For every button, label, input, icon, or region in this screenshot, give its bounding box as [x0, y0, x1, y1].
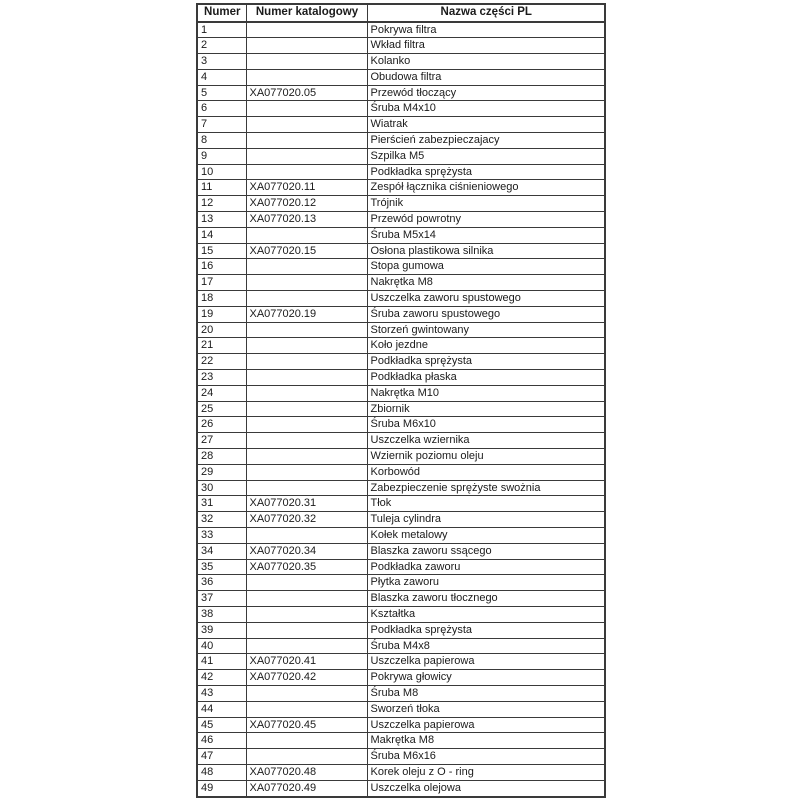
table-row: [197, 338, 605, 354]
cell-numer-katalogowy: [246, 701, 367, 717]
cell-nazwa-czesci: Śruba M4x8: [367, 638, 605, 654]
table-row: [197, 227, 605, 243]
cell-numer-katalogowy: [246, 322, 367, 338]
cell-numer-katalogowy: [246, 575, 367, 591]
cell-nazwa-czesci: Śruba M6x16: [367, 749, 605, 765]
cell-numer: 8: [197, 133, 246, 149]
table-row: [197, 148, 605, 164]
table-row: [197, 749, 605, 765]
cell-nazwa-czesci: Trójnik: [367, 196, 605, 212]
cell-numer: 43: [197, 685, 246, 701]
cell-nazwa-czesci: Uszczelka papierowa: [367, 717, 605, 733]
cell-numer-katalogowy: [246, 275, 367, 291]
cell-numer-katalogowy: XA077020.31: [246, 496, 367, 512]
cell-nazwa-czesci: Zabezpieczenie sprężyste swożnia: [367, 480, 605, 496]
cell-numer-katalogowy: [246, 354, 367, 370]
cell-nazwa-czesci: Podkładka sprężysta: [367, 164, 605, 180]
table-row: [197, 670, 605, 686]
table-row: [197, 180, 605, 196]
table-row: [197, 133, 605, 149]
cell-numer-katalogowy: [246, 749, 367, 765]
cell-numer-katalogowy: [246, 164, 367, 180]
cell-numer-katalogowy: [246, 685, 367, 701]
cell-numer-katalogowy: XA077020.13: [246, 212, 367, 228]
table-row: [197, 496, 605, 512]
table-row: [197, 101, 605, 117]
parts-table: [196, 3, 606, 798]
table-row: [197, 22, 605, 38]
table-row: [197, 306, 605, 322]
cell-numer-katalogowy: [246, 133, 367, 149]
cell-numer-katalogowy: [246, 449, 367, 465]
table-row: [197, 480, 605, 496]
table-row: [197, 212, 605, 228]
cell-numer: 25: [197, 401, 246, 417]
column-header-nazwa-czesci-pl: Nazwa części PL: [367, 4, 605, 22]
cell-numer: 48: [197, 764, 246, 780]
cell-numer: 6: [197, 101, 246, 117]
cell-numer-katalogowy: [246, 38, 367, 54]
cell-nazwa-czesci: Podkładka sprężysta: [367, 354, 605, 370]
cell-nazwa-czesci: Osłona plastikowa silnika: [367, 243, 605, 259]
table-row: [197, 528, 605, 544]
table-row: [197, 622, 605, 638]
table-row: [197, 54, 605, 70]
cell-numer: 28: [197, 449, 246, 465]
cell-numer: 34: [197, 543, 246, 559]
table-row: [197, 449, 605, 465]
cell-nazwa-czesci: Podkładka płaska: [367, 370, 605, 386]
cell-nazwa-czesci: Zespół łącznika ciśnieniowego: [367, 180, 605, 196]
table-row: [197, 117, 605, 133]
cell-numer: 37: [197, 591, 246, 607]
cell-nazwa-czesci: Zbiornik: [367, 401, 605, 417]
table-row: [197, 591, 605, 607]
cell-numer-katalogowy: [246, 338, 367, 354]
cell-numer-katalogowy: XA077020.19: [246, 306, 367, 322]
cell-numer-katalogowy: XA077020.15: [246, 243, 367, 259]
cell-numer: 19: [197, 306, 246, 322]
table-row: [197, 733, 605, 749]
cell-numer-katalogowy: [246, 591, 367, 607]
table-row: [197, 275, 605, 291]
cell-nazwa-czesci: Pokrywa głowicy: [367, 670, 605, 686]
table-row: [197, 685, 605, 701]
cell-numer: 23: [197, 370, 246, 386]
cell-nazwa-czesci: Śruba M5x14: [367, 227, 605, 243]
cell-nazwa-czesci: Koło jezdne: [367, 338, 605, 354]
cell-numer: 45: [197, 717, 246, 733]
cell-numer: 36: [197, 575, 246, 591]
table-row: [197, 575, 605, 591]
cell-numer: 3: [197, 54, 246, 70]
cell-numer-katalogowy: [246, 606, 367, 622]
cell-nazwa-czesci: Sworzeń tłoka: [367, 701, 605, 717]
cell-numer: 44: [197, 701, 246, 717]
cell-numer-katalogowy: [246, 117, 367, 133]
cell-numer-katalogowy: XA077020.41: [246, 654, 367, 670]
cell-nazwa-czesci: Blaszka zaworu ssącego: [367, 543, 605, 559]
cell-numer-katalogowy: [246, 291, 367, 307]
cell-numer-katalogowy: XA077020.48: [246, 764, 367, 780]
cell-numer-katalogowy: XA077020.05: [246, 85, 367, 101]
cell-numer: 35: [197, 559, 246, 575]
cell-nazwa-czesci: Pokrywa filtra: [367, 22, 605, 38]
cell-nazwa-czesci: Podkładka sprężysta: [367, 622, 605, 638]
parts-table-container: [196, 3, 606, 798]
cell-numer-katalogowy: XA077020.35: [246, 559, 367, 575]
table-row: [197, 196, 605, 212]
table-row: [197, 543, 605, 559]
cell-numer-katalogowy: XA077020.42: [246, 670, 367, 686]
cell-numer-katalogowy: [246, 22, 367, 38]
cell-nazwa-czesci: Makrętka M8: [367, 733, 605, 749]
cell-numer-katalogowy: [246, 385, 367, 401]
cell-numer: 15: [197, 243, 246, 259]
table-row: [197, 291, 605, 307]
cell-numer-katalogowy: [246, 622, 367, 638]
table-row: [197, 717, 605, 733]
table-row: [197, 559, 605, 575]
cell-numer-katalogowy: [246, 259, 367, 275]
cell-numer: 29: [197, 464, 246, 480]
cell-nazwa-czesci: Blaszka zaworu tłocznego: [367, 591, 605, 607]
cell-nazwa-czesci: Wiatrak: [367, 117, 605, 133]
table-row: [197, 512, 605, 528]
cell-nazwa-czesci: Wkład filtra: [367, 38, 605, 54]
cell-nazwa-czesci: Kolanko: [367, 54, 605, 70]
cell-nazwa-czesci: Pierścień zabezpieczajacy: [367, 133, 605, 149]
cell-numer: 7: [197, 117, 246, 133]
cell-numer: 49: [197, 780, 246, 796]
cell-numer: 38: [197, 606, 246, 622]
cell-numer-katalogowy: [246, 638, 367, 654]
table-row: [197, 85, 605, 101]
cell-nazwa-czesci: Śruba M4x10: [367, 101, 605, 117]
cell-nazwa-czesci: Obudowa filtra: [367, 69, 605, 85]
table-row: [197, 38, 605, 54]
cell-nazwa-czesci: Korbowód: [367, 464, 605, 480]
cell-nazwa-czesci: Uszczelka zaworu spustowego: [367, 291, 605, 307]
column-header-numer: Numer: [197, 4, 246, 22]
cell-numer: 27: [197, 433, 246, 449]
table-row: [197, 69, 605, 85]
cell-numer-katalogowy: XA077020.34: [246, 543, 367, 559]
table-row: [197, 606, 605, 622]
cell-numer: 33: [197, 528, 246, 544]
cell-nazwa-czesci: Śruba M6x10: [367, 417, 605, 433]
cell-numer-katalogowy: XA077020.45: [246, 717, 367, 733]
cell-numer-katalogowy: [246, 528, 367, 544]
cell-nazwa-czesci: Uszczelka papierowa: [367, 654, 605, 670]
cell-nazwa-czesci: Stopa gumowa: [367, 259, 605, 275]
cell-numer-katalogowy: [246, 733, 367, 749]
cell-numer: 24: [197, 385, 246, 401]
cell-nazwa-czesci: Podkładka zaworu: [367, 559, 605, 575]
cell-nazwa-czesci: Nakrętka M10: [367, 385, 605, 401]
cell-nazwa-czesci: Korek oleju z O - ring: [367, 764, 605, 780]
table-row: [197, 354, 605, 370]
cell-nazwa-czesci: Płytka zaworu: [367, 575, 605, 591]
table-row: [197, 780, 605, 796]
table-row: [197, 259, 605, 275]
cell-numer-katalogowy: [246, 54, 367, 70]
cell-numer: 11: [197, 180, 246, 196]
cell-numer-katalogowy: [246, 370, 367, 386]
table-row: [197, 243, 605, 259]
table-row: [197, 370, 605, 386]
table-row: [197, 638, 605, 654]
cell-numer-katalogowy: XA077020.11: [246, 180, 367, 196]
cell-numer: 22: [197, 354, 246, 370]
table-row: [197, 764, 605, 780]
cell-nazwa-czesci: Uszczelka olejowa: [367, 780, 605, 796]
cell-nazwa-czesci: Śruba M8: [367, 685, 605, 701]
cell-nazwa-czesci: Przewód powrotny: [367, 212, 605, 228]
cell-numer: 2: [197, 38, 246, 54]
cell-nazwa-czesci: Kształtka: [367, 606, 605, 622]
cell-numer: 40: [197, 638, 246, 654]
cell-numer-katalogowy: XA077020.12: [246, 196, 367, 212]
cell-numer: 47: [197, 749, 246, 765]
cell-numer: 21: [197, 338, 246, 354]
table-row: [197, 385, 605, 401]
cell-numer: 10: [197, 164, 246, 180]
cell-numer: 16: [197, 259, 246, 275]
cell-numer-katalogowy: [246, 464, 367, 480]
cell-numer: 13: [197, 212, 246, 228]
table-row: [197, 433, 605, 449]
cell-numer-katalogowy: [246, 69, 367, 85]
cell-numer: 4: [197, 69, 246, 85]
cell-numer: 46: [197, 733, 246, 749]
cell-numer: 26: [197, 417, 246, 433]
cell-nazwa-czesci: Uszczelka wziernika: [367, 433, 605, 449]
cell-numer: 1: [197, 22, 246, 38]
cell-nazwa-czesci: Wziernik poziomu oleju: [367, 449, 605, 465]
cell-nazwa-czesci: Śruba zaworu spustowego: [367, 306, 605, 322]
cell-numer: 42: [197, 670, 246, 686]
cell-numer-katalogowy: XA077020.49: [246, 780, 367, 796]
header-row: [197, 4, 605, 22]
table-row: [197, 464, 605, 480]
cell-numer: 20: [197, 322, 246, 338]
cell-nazwa-czesci: Szpilka M5: [367, 148, 605, 164]
cell-numer-katalogowy: [246, 227, 367, 243]
cell-nazwa-czesci: Storzeń gwintowany: [367, 322, 605, 338]
cell-nazwa-czesci: Kołek metalowy: [367, 528, 605, 544]
cell-numer-katalogowy: [246, 417, 367, 433]
cell-numer-katalogowy: [246, 101, 367, 117]
cell-nazwa-czesci: Tuleja cylindra: [367, 512, 605, 528]
cell-numer: 32: [197, 512, 246, 528]
cell-numer-katalogowy: [246, 480, 367, 496]
cell-nazwa-czesci: Nakrętka M8: [367, 275, 605, 291]
cell-numer: 12: [197, 196, 246, 212]
column-header-numer-katalogowy: Numer katalogowy: [246, 4, 367, 22]
cell-numer: 41: [197, 654, 246, 670]
cell-numer: 30: [197, 480, 246, 496]
cell-numer: 18: [197, 291, 246, 307]
cell-numer: 31: [197, 496, 246, 512]
cell-nazwa-czesci: Przewód tłoczący: [367, 85, 605, 101]
table-row: [197, 654, 605, 670]
cell-numer: 9: [197, 148, 246, 164]
cell-numer-katalogowy: [246, 433, 367, 449]
cell-numer: 5: [197, 85, 246, 101]
cell-numer-katalogowy: [246, 148, 367, 164]
cell-numer-katalogowy: XA077020.32: [246, 512, 367, 528]
cell-numer-katalogowy: [246, 401, 367, 417]
cell-numer: 39: [197, 622, 246, 638]
table-row: [197, 701, 605, 717]
cell-nazwa-czesci: Tłok: [367, 496, 605, 512]
table-row: [197, 322, 605, 338]
table-row: [197, 164, 605, 180]
cell-numer: 17: [197, 275, 246, 291]
table-row: [197, 401, 605, 417]
table-row: [197, 417, 605, 433]
cell-numer: 14: [197, 227, 246, 243]
